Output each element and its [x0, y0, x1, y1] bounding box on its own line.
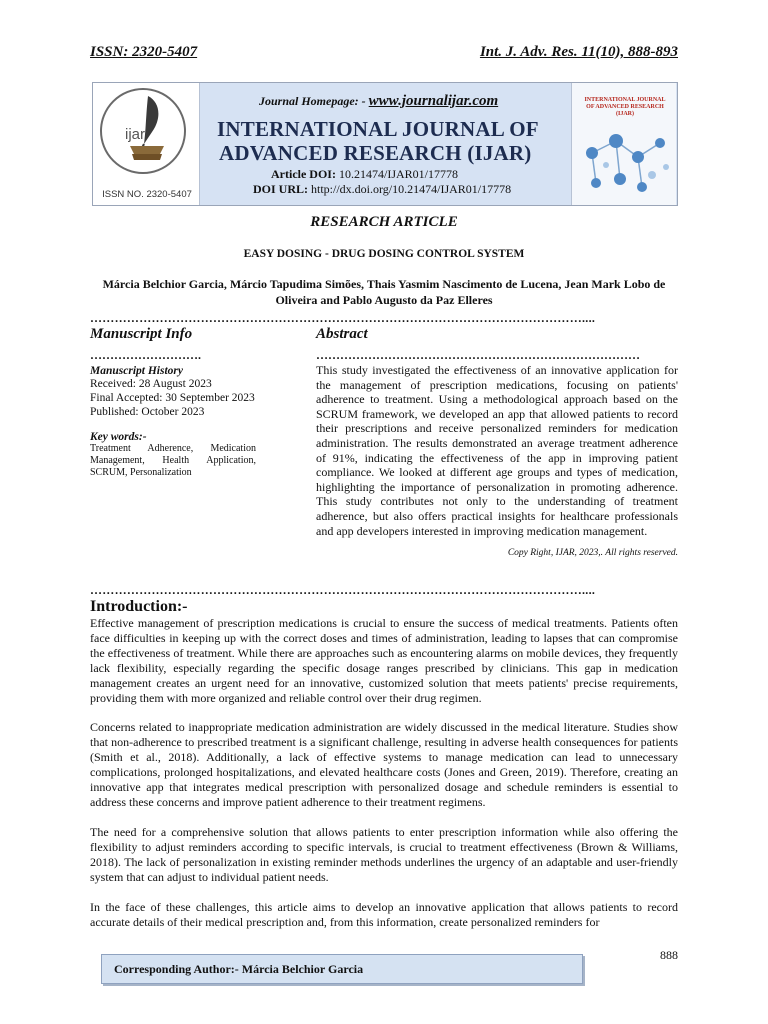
- article-type: RESEARCH ARTICLE: [310, 214, 458, 230]
- intro-paragraph-4: In the face of these challenges, this article aims to develop an innovative application that allows patients to record accurate details of their medical prescription and, from this information, create personalized reminders for: [90, 900, 678, 929]
- keywords-label: Key words:-: [90, 431, 147, 443]
- intro-paragraph-2: Concerns related to inappropriate medication administration are widely discussed in the medical literature. Studies show that non-adherence to prescribed treatment is a significant challenge, resulting in adverse health consequences for patients (Smith et al., 2018). Additionally, a lack of effective systems to manage medication can lead to unnecessary complications, prolonged hospitalizations, and elevated healthcare costs (Jones and Green, 2019). Therefore, creating an innovative app that integrates medical prescription with personalized dosage and schedule reminders is essential to address these concerns and improve patient adherence to their treatment regimens.: [90, 720, 678, 809]
- received-date: Received: 28 August 2023: [90, 378, 212, 390]
- running-header: [90, 44, 678, 61]
- journal-cover-thumbnail: [571, 83, 676, 205]
- doi-url-label: DOI URL:: [253, 182, 309, 196]
- molecule-icon: [572, 83, 676, 205]
- journal-title: [217, 117, 567, 165]
- journal-homepage: [259, 93, 498, 110]
- doi-url-link[interactable]: http://dx.doi.org/10.21474/IJAR01/17778: [311, 182, 512, 196]
- copyright-notice: Copy Right, IJAR, 2023,. All rights reserved.: [507, 548, 678, 559]
- abstract-text: This study investigated the effectiveness of an innovative application for the management of prescription medications, focusing on patients' adherence to treatment. Using a methodological approach based on the SCRUM framework, we developed an app that allowed patients to record their prescriptions and receive personalized reminders for medication administration. The results demonstrated an average treatment adherence of 91%, indicating the effectiveness of the app in improving patient compliance. We looked at different age groups and types of medication, highlighting the importance of personalization in promoting adherence. This study contributes not only to the understanding of treatment adherence, but also offers practical insights for healthcare professionals and app developers interested in improving medication management.: [316, 363, 678, 538]
- homepage-label: Journal Homepage: -: [259, 94, 369, 108]
- journal-title-line1: INTERNATIONAL JOURNAL OF: [217, 117, 539, 141]
- article-doi-label: Article DOI:: [271, 167, 336, 181]
- doi-block: [253, 167, 511, 197]
- author-list: Márcia Belchior Garcia, Márcio Tapudima Simões, Thais Yasmim Nascimento de Lucena, Jean Mark Lobo de Oliveira and Pablo Augusto da Paz Elleres: [102, 277, 666, 307]
- intro-paragraph-1: Effective management of prescription medications is crucial to ensure the success of medical treatments. Patients often face difficulties in keeping up with the correct doses and times of administration, leading to lapses that can compromise the effectiveness of treatment. While there are approaches such as encountering alarms on mobile devices, they frequently lack flexibility, especially regarding the specific dosage ranges prescribed by clinicians. This gap in medication management creates an urgent need for an innovative, customized solution that meets patients' precise requirements, providing them with more organized and reliable control over their drug regimen.: [90, 616, 678, 705]
- citation-text: Int. J. Adv. Res. 11(10), 888-893: [479, 44, 678, 60]
- abstract-heading: Abstract: [316, 326, 368, 342]
- cover-title: INTERNATIONAL JOURNAL OF ADVANCED RESEARCH (IJAR): [584, 97, 666, 117]
- homepage-link[interactable]: www.journalijar.com: [368, 93, 499, 109]
- paper-title: EASY DOSING - DRUG DOSING CONTROL SYSTEM: [243, 248, 525, 260]
- history-label: Manuscript History: [90, 365, 183, 377]
- manuscript-divider: ……………………….: [90, 348, 201, 362]
- keywords: Treatment Adherence, Medication Management, Health Application, SCRUM, Personalization: [90, 443, 256, 478]
- divider-bottom: …………………………………………………………………………………………………………....: [90, 584, 596, 596]
- logo-ring: [100, 88, 186, 174]
- logo-wordmark: ijar: [125, 126, 146, 143]
- abstract-section: [316, 326, 678, 558]
- published-date: Published: October 2023: [90, 406, 205, 418]
- introduction-heading: Introduction:-: [90, 598, 188, 615]
- intro-paragraph-3: The need for a comprehensive solution that allows patients to enter prescription information while also offering the flexibility to adjust reminders according to specific intervals, is crucial to treatment effectiveness (Brown & Williams, 2018). The lack of personalization in existing reminder methods underlines the urgency of an adaptable and user-friendly system that can adjust to individual patient needs.: [90, 825, 678, 884]
- manuscript-info-heading: Manuscript Info: [90, 326, 193, 342]
- abstract-divider: ………………………………………………………………………: [316, 349, 640, 361]
- corresponding-author-box: [101, 954, 583, 984]
- article-doi: 10.21474/IJAR01/17778: [338, 167, 458, 181]
- issn-text: ISSN: 2320-5407: [90, 44, 198, 60]
- page-number: 888: [660, 948, 678, 962]
- journal-banner: [92, 82, 678, 206]
- corresponding-author: Corresponding Author:- Márcia Belchior Garcia: [114, 962, 364, 976]
- accepted-date: Final Accepted: 30 September 2023: [90, 392, 255, 404]
- logo-issn: ISSN NO. 2320-5407: [102, 189, 192, 200]
- journal-title-line2: ADVANCED RESEARCH (IJAR): [219, 141, 532, 165]
- journal-logo: [93, 83, 200, 205]
- divider-top: …………………………………………………………………………………………………………....: [90, 312, 596, 324]
- manuscript-info: [90, 326, 256, 479]
